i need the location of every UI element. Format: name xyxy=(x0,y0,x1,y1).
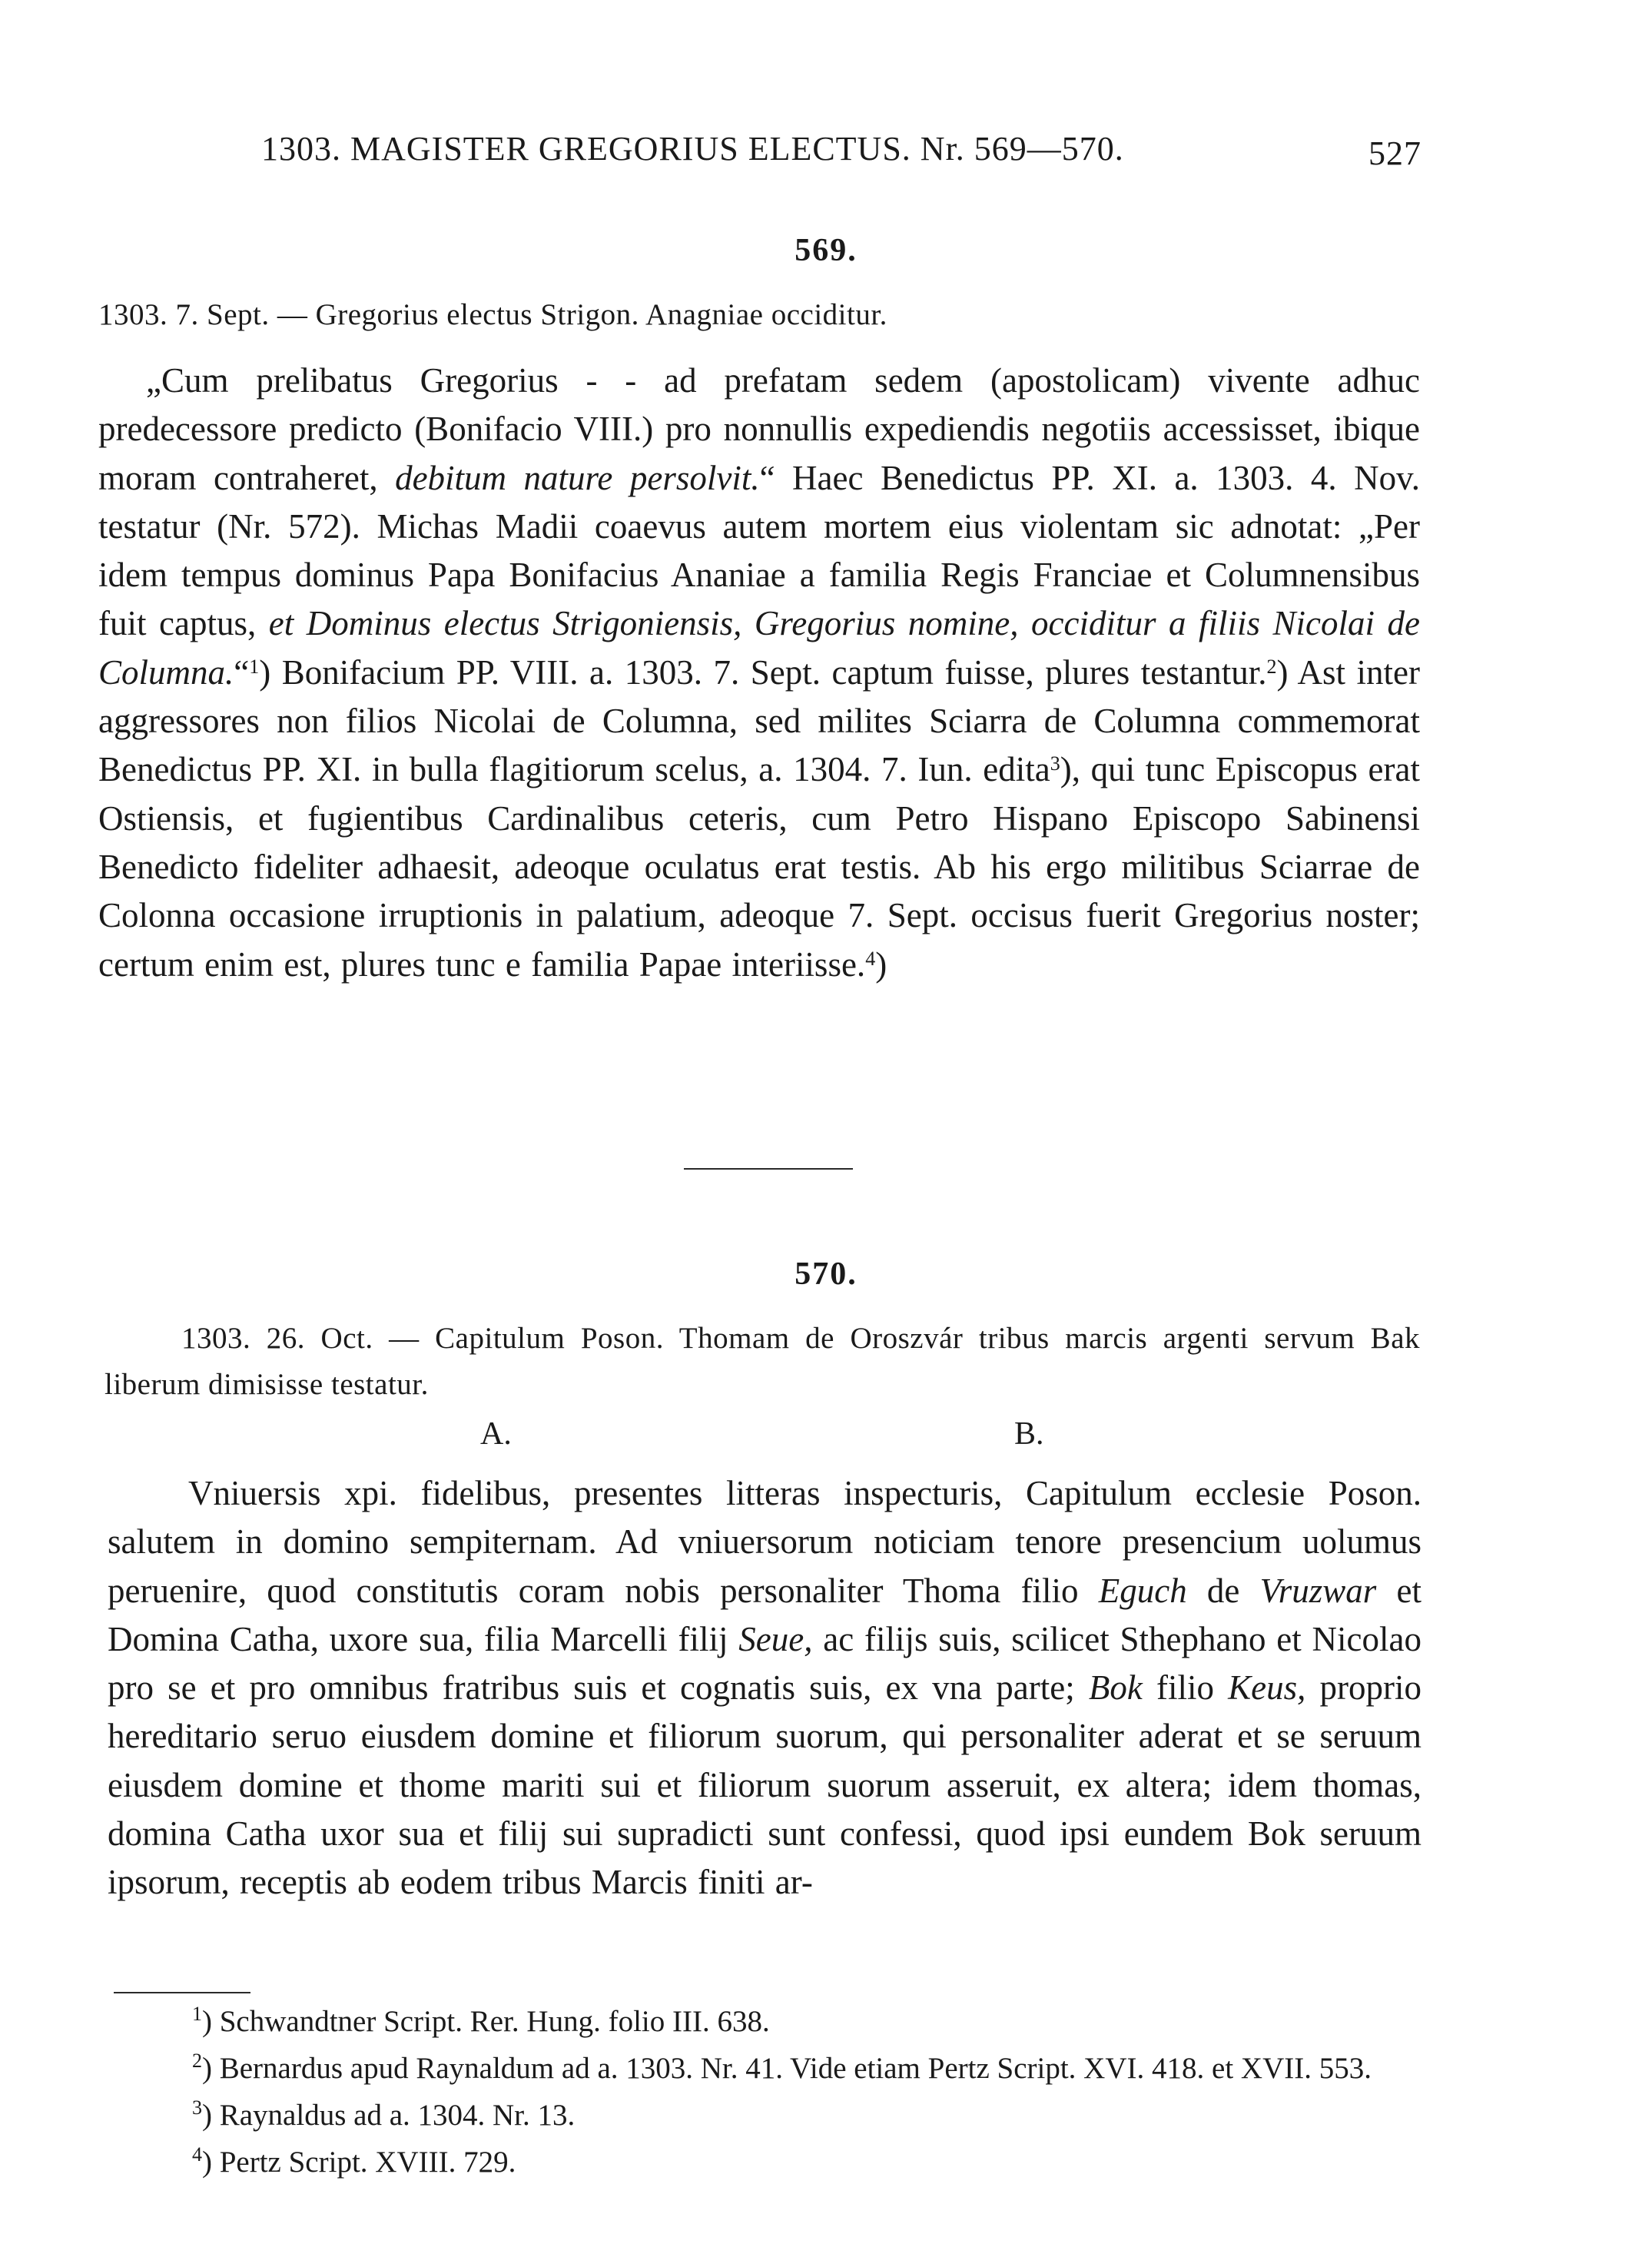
body-570-italic-2: Vruzwar xyxy=(1259,1571,1377,1610)
body-569-italic-1: debitum nature persolvit. xyxy=(395,458,760,497)
body-569-text-7: ) xyxy=(875,944,887,984)
footnote-ref-4[interactable]: 4 xyxy=(865,947,876,970)
running-head-title: 1303. MAGISTER GREGORIUS ELECTUS. Nr. 569—570. xyxy=(261,130,1124,168)
body-569-text-6: ), qui tunc Episcopus erat Ostiensis, et fugientibus Cardinalibus ceteris, cum Petro Hispano Episcopo Sabinensi Benedicto fideliter adhaesit, adeoque oculatus erat testis. Ab his ergo militibus Sciarrae de Colonna occasione irruptionis in palatium, adeoque 7. Sept. occisus fuerit Gregorius noster; certum enim est, plures tunc e familia Papae interiisse. xyxy=(98,750,1420,984)
footnote-1-mark: 1 xyxy=(192,2003,202,2025)
footnote-4 xyxy=(108,2139,1421,2186)
body-569-text-4: ) Bonifacium PP. VIII. a. 1303. 7. Sept. captum fuisse, plures testantur. xyxy=(259,652,1267,692)
body-570-italic-5: Keus, xyxy=(1228,1668,1306,1708)
version-label-b: B. xyxy=(1014,1416,1044,1452)
body-570-italic-3: Seue, xyxy=(738,1619,813,1658)
body-570 xyxy=(108,1469,1421,1907)
footnotes xyxy=(108,1998,1421,2186)
footnote-ref-2[interactable]: 2 xyxy=(1266,655,1277,678)
footnote-4-text: ) Pertz Script. XVIII. 729. xyxy=(202,2146,516,2179)
footnote-divider xyxy=(114,1992,250,1993)
footnote-2-mark: 2 xyxy=(192,2050,202,2072)
document-number-569: 569. xyxy=(794,233,858,268)
footnote-2-text: ) Bernardus apud Raynaldum ad a. 1303. Nr. 41. Vide etiam Pertz Script. XVI. 418. et XVII. 553. xyxy=(202,2052,1372,2085)
section-divider xyxy=(684,1168,853,1170)
body-569-text-5: ) Ast inter aggressores non filios Nicolai de Columna, sed milites Sciarra de Columna commemorat Benedictus PP. XI. in bulla flagitiorum scelus, a. 1304. 7. Iun. edita xyxy=(98,652,1421,789)
document-number-570: 570. xyxy=(794,1256,858,1292)
footnote-ref-1[interactable]: 1 xyxy=(249,655,260,678)
body-569 xyxy=(98,357,1420,989)
body-569-text-2: “ Haec Benedictus PP. XI. a. 1303. 4. Nov. testatur (Nr. 572). Michas Madii coaevus autem mortem eius violentam sic adnotat: „Per idem tempus dominus Papa Bonifacius Ananiae a familia Regis Franciae et Columnensibus fuit captus, xyxy=(98,458,1420,643)
body-569-text-3: “ xyxy=(234,652,250,692)
version-label-a: A. xyxy=(480,1416,512,1452)
body-570-text-4: ac filijs suis, scilicet Sthephano et Nicolao pro se et pro omnibus fratribus suis et cognatis suis, ex vna parte; xyxy=(108,1619,1421,1708)
body-570-text-6: proprio hereditario seruo eiusdem domine et filiorum suorum, qui personaliter aderat et se seruum eiusdem domine et thome mariti sui et filiorum suorum asseruit, ex altera; idem thomas, domina Catha uxor sua et filij sui supradicti sunt confessi, quod ipsi eundem Bok seruum ipsorum, receptis ab eodem tribus Marcis finiti ar- xyxy=(108,1668,1421,1902)
footnote-4-mark: 4 xyxy=(192,2143,202,2166)
regest-570: 1303. 26. Oct. — Capitulum Poson. Thomam de Oroszvár tribus marcis argenti servum Bak liberum dimisisse testatur. xyxy=(104,1322,1420,1401)
regest-569: 1303. 7. Sept. — Gregorius electus Strigon. Anagniae occiditur. xyxy=(98,298,887,331)
footnote-3-text: ) Raynaldus ad a. 1304. Nr. 13. xyxy=(202,2099,576,2132)
page-number: 527 xyxy=(1368,134,1421,172)
footnote-3-mark: 3 xyxy=(192,2096,202,2119)
body-569-text-1: „Cum prelibatus Gregorius - - ad prefatam sedem (apostolicam) vivente adhuc predecessore predicto (Bonifacio VIII.) pro nonnullis expediendis negotiis accessisset, ibique moram contraheret, xyxy=(98,361,1420,497)
body-570-italic-1: Eguch xyxy=(1098,1571,1187,1610)
footnote-3 xyxy=(108,2092,1421,2139)
body-570-text-2: de xyxy=(1186,1571,1260,1610)
footnote-ref-3[interactable]: 3 xyxy=(1050,752,1060,775)
footnote-1-text: ) Schwandtner Script. Rer. Hung. folio III. 638. xyxy=(202,2005,770,2038)
body-570-text-1: Vniuersis xpi. fidelibus, presentes litteras inspecturis, Capitulum ecclesie Poson. salutem in domino sempiternam. Ad vniuersorum noticiam tenore presencium uolumus peruenire, quod constitutis coram nobis personaliter Thoma filio xyxy=(108,1474,1421,1610)
body-570-italic-4: Bok xyxy=(1088,1668,1143,1708)
body-570-text-5: filio xyxy=(1142,1668,1229,1708)
body-570-text-3: et Domina Catha, uxore sua, filia Marcelli filij xyxy=(108,1571,1421,1658)
body-569-italic-2: et Dominus electus Strigoniensis, Gregorius nomine, occiditur a filiis Nicolai de Columna. xyxy=(98,604,1420,692)
footnote-2 xyxy=(108,2045,1421,2092)
footnote-1 xyxy=(108,1998,1421,2045)
